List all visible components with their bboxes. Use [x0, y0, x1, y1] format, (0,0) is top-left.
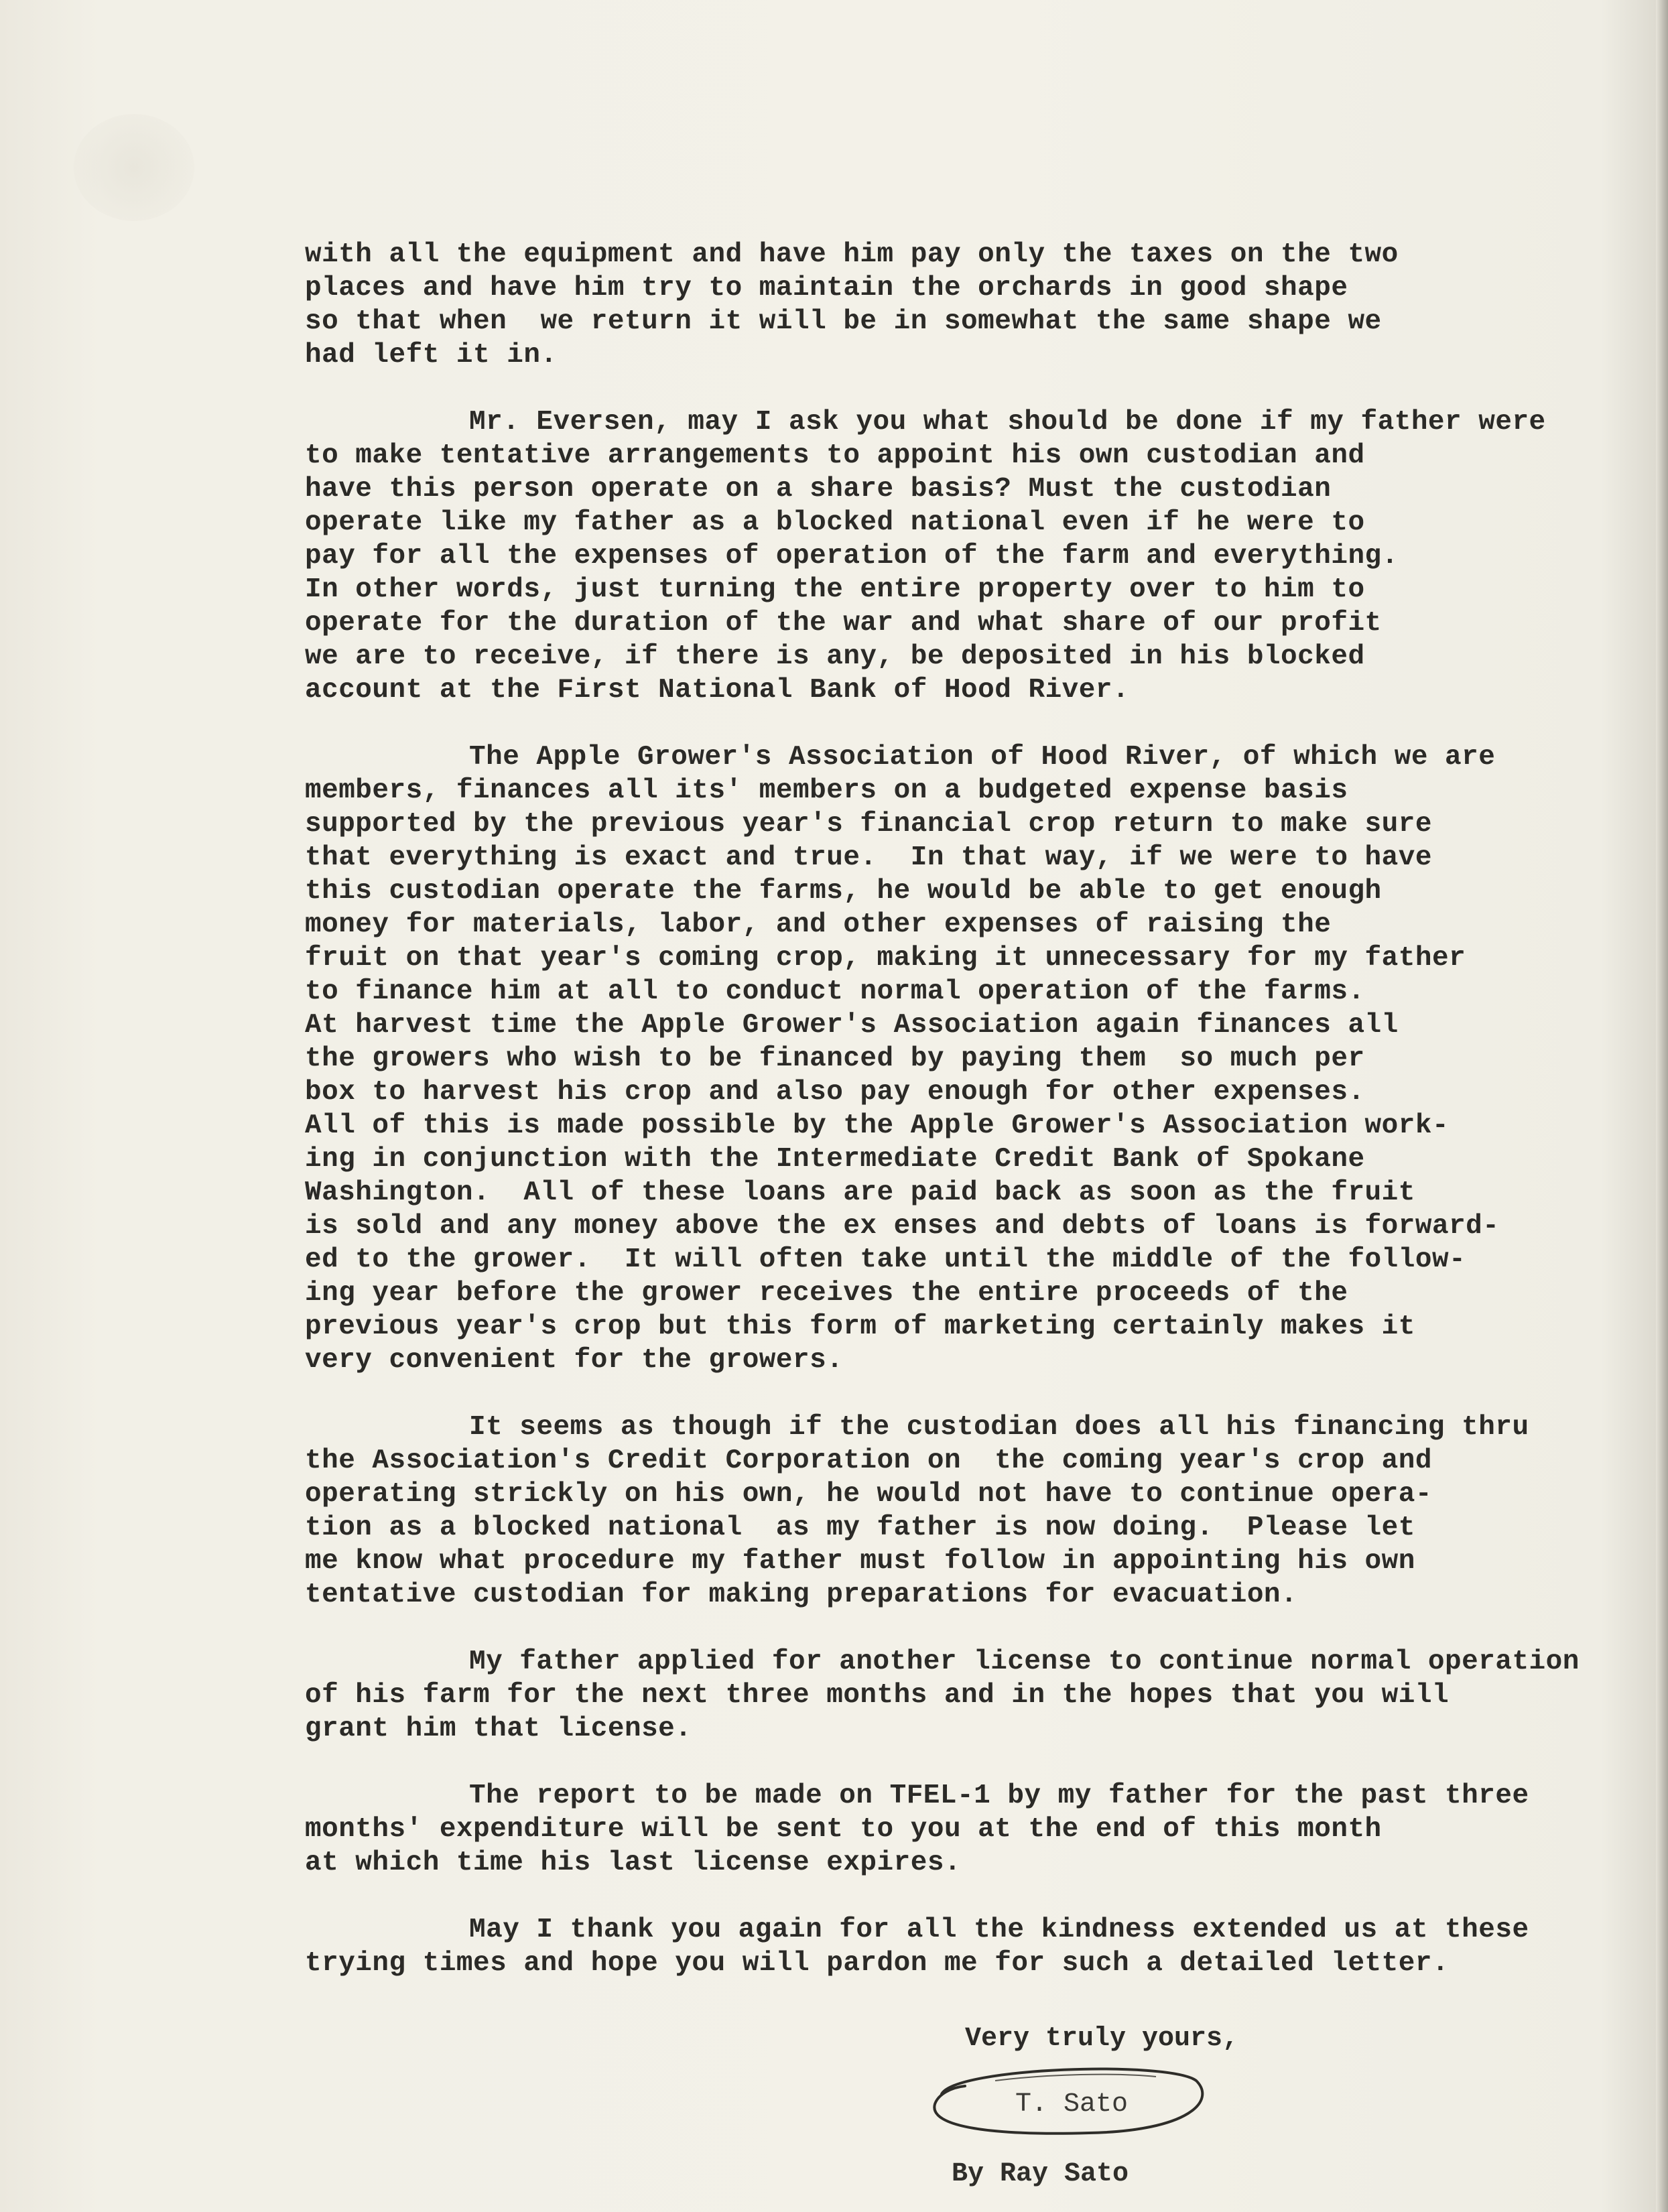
- paragraph-continuation: with all the equipment and have him pay only the taxes on the two places and have him try to maintain the orchards in good shape so that when we return it will be in somewhat the same shape we had left it in.: [305, 239, 1399, 371]
- paper-edge: [1656, 0, 1668, 2212]
- closing-line: Very truly yours,: [965, 2024, 1239, 2054]
- letter-body: [305, 238, 1592, 2014]
- byline: By Ray Sato: [952, 2159, 1129, 2189]
- signature-name: T. Sato: [1015, 2089, 1129, 2120]
- paragraph-custodian-question: Mr. Eversen, may I ask you what should be done if my father were to make tentative arrangements to appoint his own custodian and have this person operate on a share basis? Must the custodian operate like my father as a blocked national even if he were to pay for all the expenses of operation of the farm and everything. In other words, just turning the entire property over to him to operate for the duration of the war and what share of our profit we are to receive, if there is any, be deposited in his blocked account at the First National Bank of Hood River.: [305, 407, 1546, 706]
- paper-stain: [74, 114, 194, 221]
- paragraph-license-request: My father applied for another license to continue normal operation of his farm for the next three months and in the hopes that you will grant him that license.: [305, 1646, 1580, 1744]
- paragraph-apple-growers-association: The Apple Grower's Association of Hood River, of which we are members, finances all its' members on a budgeted expense basis supported by the previous year's financial crop return to make sure that everything is exact and true. In that way, if we were to have this custodian operate the farms, he would be able to get enough money for materials, labor, and other expenses of raising the fruit on that year's coming crop, making it unnecessary for my father to finance him at all to conduct normal operation of the farms. At harvest time the Apple Grower's Association again finances all the growers who wish to be financed by paying them so much per box to harvest his crop and also pay enough for other expenses. All of this is made possible by the Apple Grower's Association work- ing in conjunction with the Intermediate Credit Bank of Spokane Washington. All of these loans are paid back as soon as the fruit is sold and any money above the ex enses and debts of loans is forward- ed to the grower. It will often take until the middle of the follow- ing year before the grower receives the entire proceeds of the previous year's crop but this form of marketing certainly makes it very convenient for the growers.: [305, 742, 1500, 1376]
- paragraph-tfel-report: The report to be made on TFEL-1 by my father for the past three months' expenditure will be sent to you at the end of this month at which time his last license expires.: [305, 1780, 1529, 1878]
- paragraph-thanks: May I thank you again for all the kindness extended us at these trying times and hope you will pardon me for such a detailed letter.: [305, 1914, 1529, 1979]
- paragraph-credit-corporation: It seems as though if the custodian does all his financing thru the Association's Credit Corporation on the coming year's crop and operating strickly on his own, he would not have to continue opera- tion as a blocked national as my father is now doing. Please let me know what procedure my father must follow in appointing his own tentative custodian for making preparations for evacuation.: [305, 1412, 1529, 1610]
